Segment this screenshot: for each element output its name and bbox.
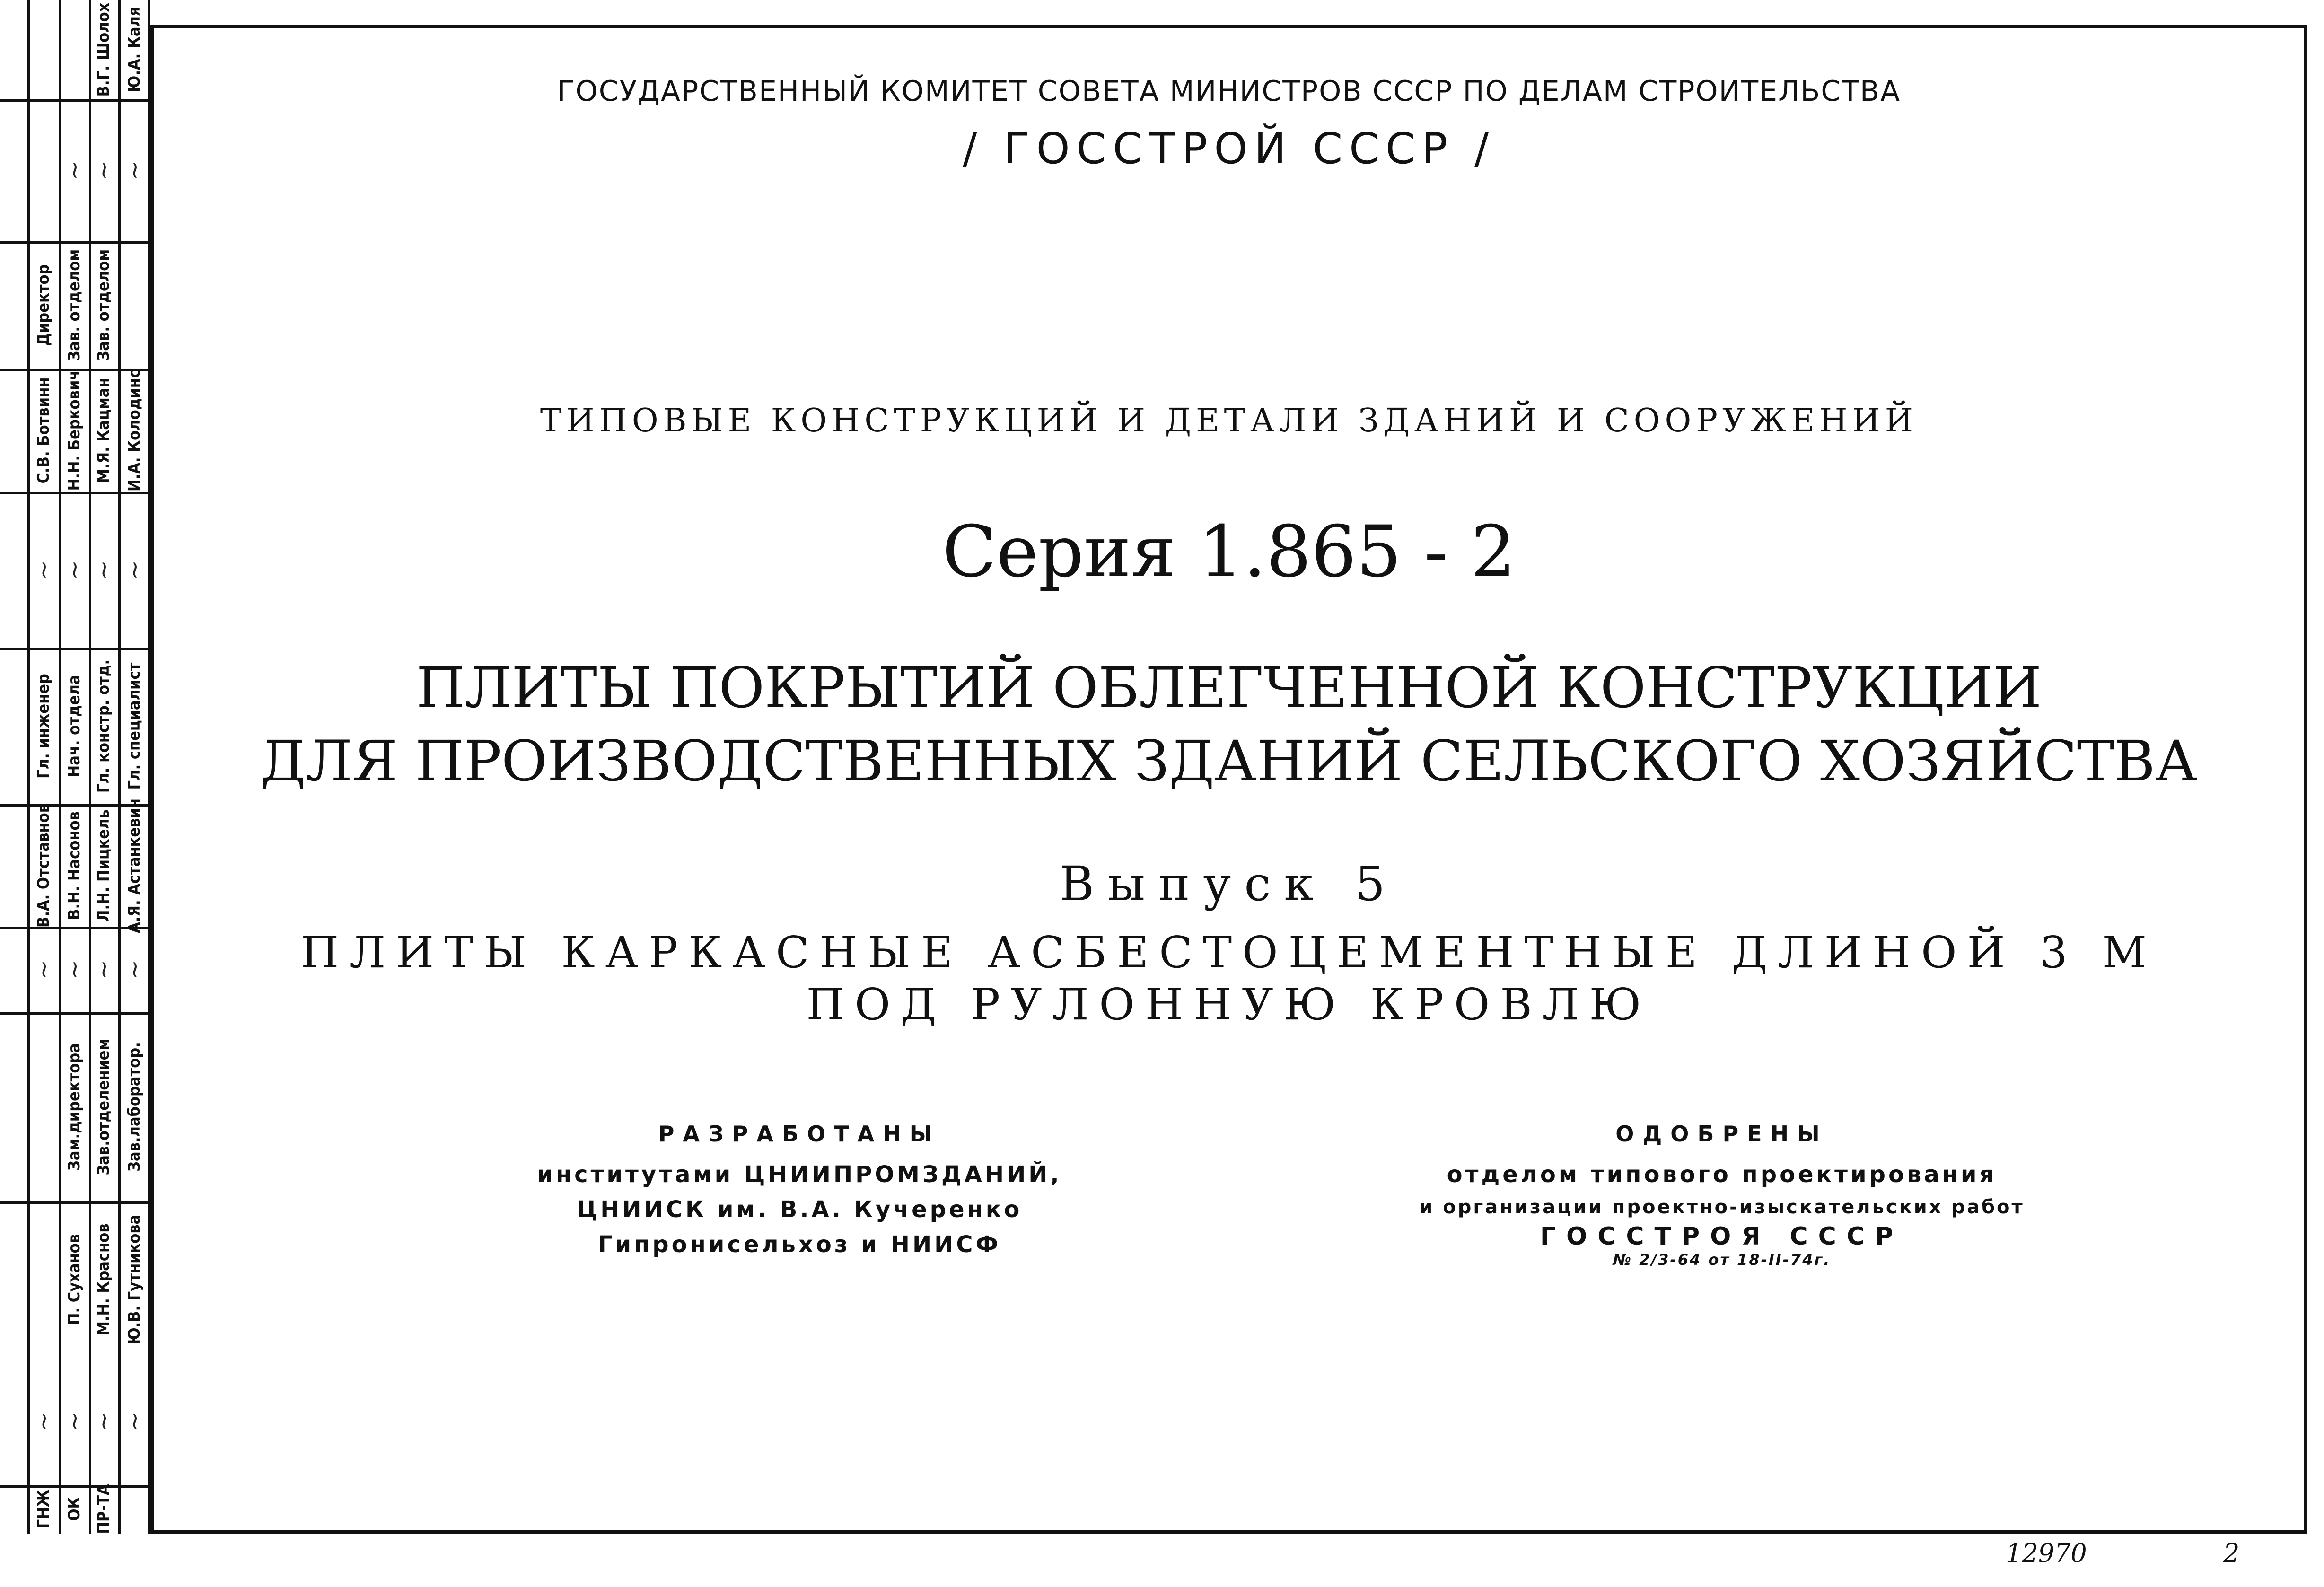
signature: ~ — [90, 1412, 117, 1431]
stamp-position: Гл. констр. отд. — [94, 659, 113, 793]
developed-line: институтами ЦНИИПРОМЗДАНИЙ, — [537, 1161, 1062, 1188]
stamp-name: Ю.В. Гутникова — [125, 1214, 144, 1345]
stamp-position: Зав. отделом — [94, 249, 113, 361]
stamp-position: Зав. отделом — [64, 249, 84, 361]
signature: ~ — [60, 160, 88, 180]
stamp-name: В.Г. Шолох — [94, 2, 113, 97]
stamp-code: ГНЖ — [34, 1489, 53, 1529]
stamp-position: Директор — [34, 264, 53, 346]
signature: ~ — [29, 1412, 57, 1431]
series-title: Серия 1.865 - 2 — [942, 511, 1516, 593]
stamp-position: Зав.лаборатор. — [125, 1042, 144, 1172]
stamp-name: Л.Н. Пицкель — [94, 809, 113, 922]
signature: ~ — [60, 960, 88, 980]
stamp-name: М.Н. Краснов — [94, 1223, 113, 1336]
committee-heading: ГОСУДАРСТВЕННЫЙ КОМИТЕТ СОВЕТА МИНИСТРОВ СССР ПО ДЕЛАМ СТРОИТЕЛЬСТВА — [557, 75, 1901, 108]
developed-by-block — [473, 1121, 1126, 1262]
signature: ~ — [121, 960, 148, 980]
developed-heading: РАЗРАБОТАНЫ — [658, 1121, 941, 1147]
signature: ~ — [90, 960, 117, 980]
signature: ~ — [60, 560, 88, 580]
stamp-name: А.Я. Астанкевич — [125, 798, 144, 933]
main-title-line-2: ДЛЯ ПРОИЗВОДСТВЕННЫХ ЗДАНИЙ СЕЛЬСКОГО ХОЗЯЙСТВА — [260, 728, 2198, 794]
stamp-name: Н.Н. Беркович — [64, 370, 84, 491]
approval-number: № 2/3-64 от 18-II-74г. — [1613, 1251, 1831, 1269]
stamp-name: М.Я. Кацман — [94, 377, 113, 483]
subtitle-line-2: ПОД РУЛОННУЮ КРОВЛЮ — [806, 979, 1652, 1030]
approved-by-block — [1372, 1121, 2072, 1269]
gosstroy-heading: / ГОССТРОЙ СССР / — [962, 124, 1496, 174]
sheet-code: 12970 — [2006, 1538, 2087, 1568]
title-stamp — [0, 0, 150, 1534]
signature: ~ — [121, 160, 148, 180]
approved-line: отделом типового проектирования — [1447, 1161, 1997, 1188]
stamp-position: Гл. инженер — [34, 674, 53, 779]
signature: ~ — [60, 1412, 88, 1431]
signature: ~ — [121, 560, 148, 580]
stamp-position: Зам.директора — [64, 1043, 84, 1171]
approved-line: ГОССТРОЯ СССР — [1540, 1222, 1904, 1251]
stamp-position: Гл. специалист — [125, 662, 144, 790]
stamp-name: С.В. Ботвинн — [34, 377, 53, 484]
page-number: 2 — [2223, 1538, 2240, 1568]
signature: ~ — [121, 1412, 148, 1431]
developed-line: Гипронисельхоз и НИИСФ — [597, 1231, 1001, 1258]
stamp-name: П. Суханов — [64, 1234, 84, 1325]
signature: ~ — [29, 960, 57, 980]
developed-line: ЦНИИСК им. В.А. Кучеренко — [576, 1196, 1023, 1223]
stamp-position — [118, 1012, 150, 1201]
signature: ~ — [29, 560, 57, 580]
stamp-position: Зав.отделением — [94, 1038, 113, 1175]
main-title-line-1: ПЛИТЫ ПОКРЫТИЙ ОБЛЕГЧЕННОЙ КОНСТРУКЦИИ — [416, 655, 2042, 720]
subtitle-line-1: ПЛИТЫ КАРКАСНЫЕ АСБЕСТОЦЕМЕНТНЫЕ ДЛИНОЙ 3 М — [301, 927, 2157, 978]
stamp-position: Нач. отдела — [64, 675, 84, 778]
stamp-code: ПР-ТА — [94, 1484, 113, 1534]
stamp-name: Ю.А. Каля — [125, 7, 144, 93]
stamp-name: И.А. Колодинс — [125, 369, 144, 492]
signature: ~ — [90, 560, 117, 580]
signature: ~ — [90, 160, 117, 180]
issue-number: Выпуск 5 — [1059, 856, 1399, 912]
stamp-name: В.Н. Насонов — [64, 811, 84, 920]
stamp-name: В.А. Отставнов — [34, 804, 53, 928]
typical-structures-heading: ТИПОВЫЕ КОНСТРУКЦИЙ И ДЕТАЛИ ЗДАНИЙ И СООРУЖЕНИЙ — [540, 402, 1918, 439]
stamp-code: ОК — [64, 1497, 84, 1521]
approved-line: и организации проектно-изыскательских работ — [1419, 1196, 2025, 1218]
approved-heading: ОДОБРЕНЫ — [1615, 1121, 1828, 1147]
